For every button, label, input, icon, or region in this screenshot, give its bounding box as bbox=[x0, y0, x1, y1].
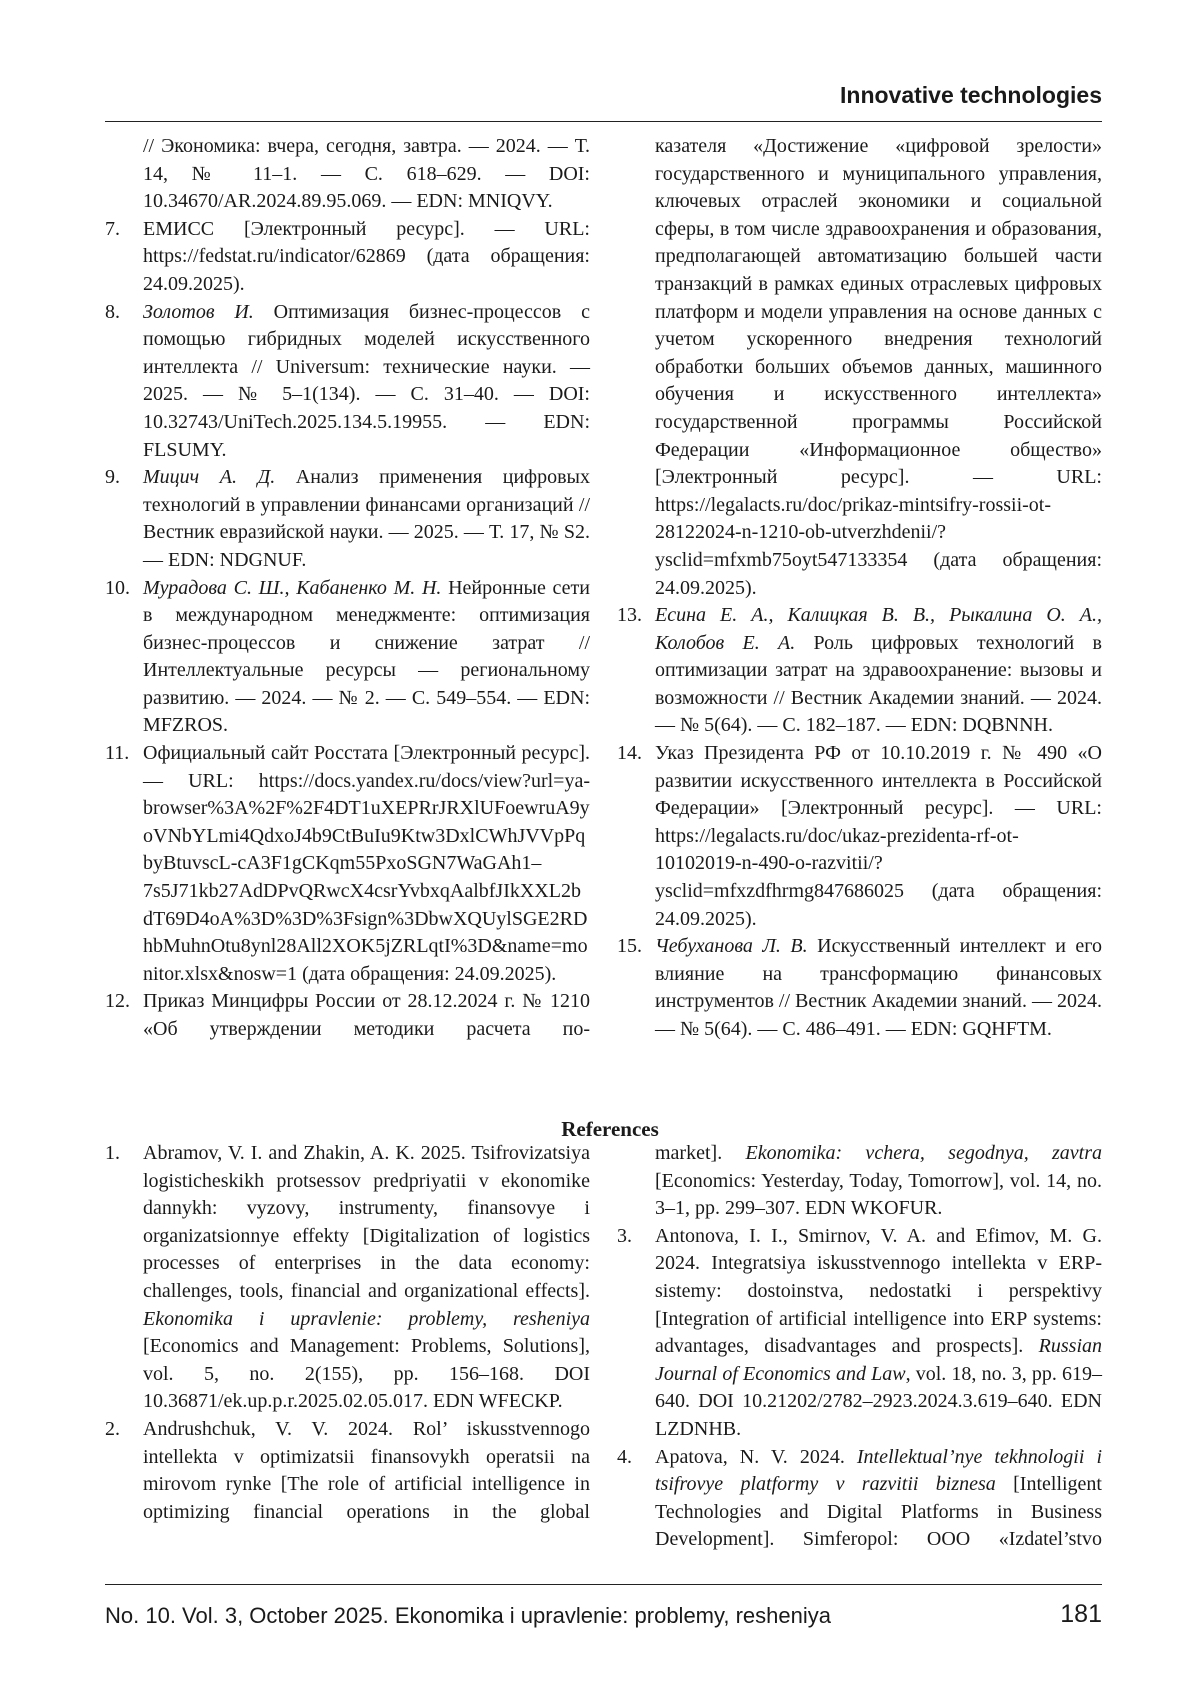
reference-item-13: 13. Есина Е. А., Калицкая В. В., Рыкалина О. А., Колобов Е. А. Роль цифровых технологий в оптимизации затрат на здравоохранение: вызовы и возможности // Вестник Академии знаний. — 2024. — № 5(64). — С. 182–187. — EDN: DQBNNH. bbox=[617, 604, 1102, 737]
reference-authors: Мурадова С. Ш., Кабаненко М. Н. bbox=[143, 576, 442, 599]
footer-rule bbox=[105, 1584, 1102, 1585]
english-reference-3: 3. Antonova, I. I., Smirnov, V. A. and Efimov, M. G. 2024. Integratsiya iskusstvennogo intellekta v ERP-sistemy: dostoinstva, nedostatki i perspektivy [Integration of artificial intelligence into ERP systems: advantages, disadvantages and prospects]. Russian Journal of Economics and Law, vol. 18, no. 3, pp. 619–640. DOI 10.21202/2782–2923.2024.3.619–640. EDN LZDNHB. bbox=[617, 1224, 1102, 1440]
references-left-column bbox=[105, 1140, 590, 1526]
english-reference-continuation: market]. Ekonomika: vchera, segodnya, zavtra [Economics: Yesterday, Today, Tomorrow], vol. 14, no. 3–1, pp. 299–307. EDN WKOFUR. bbox=[655, 1142, 1102, 1220]
header-rule bbox=[105, 121, 1102, 122]
left-column bbox=[105, 133, 590, 1044]
reference-continuation: // Экономика: вчера, сегодня, завтра. — 2024. — Т. 14, № 11–1. — С. 618–629. — DOI: 10.34670/AR.2024.89.95.069. — EDN: MNIQVY. bbox=[143, 135, 590, 213]
reference-item-11: 11. Официальный сайт Росстата [Электронный ресурс]. — URL: https://docs.yandex.ru/docs/view?url=ya-browser%3A%2F%2F4DT1uXEPRrJRXlUFoewruA9yoVNbYLmi4QdxoJ4b9CtBuIu9Ktw3DxlCWhJVVpPqbyBtuvscL-cA3F1gCKqm55PxoSGN7WaGAh1–7s5J71kb27AdDPvQRwcX4csrYvbxqAalbfJIkXXL2bdT69D4oA%3D%3D%3Fsign%3DbwXQUylSGE2RDhbMuhnOtu8ynl28All2XOK5jZRLqtI%3D&name=monitor.xlsx&nosw=1 (дата обращения: 24.09.2025). bbox=[105, 742, 590, 985]
reference-authors: Мицич А. Д. bbox=[143, 466, 276, 489]
running-header: Innovative technologies bbox=[840, 82, 1102, 108]
english-reference-2: 2. Andrushchuk, V. V. 2024. Rol’ iskusstvennogo intellekta v optimizatsii finansovykh operatsii na mirovom rynke [The role of artificial intelligence in optimizing financial operations in the global bbox=[105, 1417, 590, 1523]
reference-item-7: 7. ЕМИСС [Электронный ресурс]. — URL: https://fedstat.ru/indicator/62869 (дата обращения: 24.09.2025). bbox=[105, 217, 590, 295]
references-right-column bbox=[617, 1140, 1102, 1554]
reference-item-14: 14. Указ Президента РФ от 10.10.2019 г. № 490 «О развитии искусственного интеллекта в Российской Федерации» [Электронный ресурс]. — URL: https://legalacts.ru/doc/ukaz-prezidenta-rf-ot-10102019-n-490-o-razvitii/?ysclid=mfxzdfhrmg847686025 (дата обращения: 24.09.2025). bbox=[617, 742, 1102, 930]
references-heading: References bbox=[561, 1117, 659, 1141]
reference-item-10: 10. Мурадова С. Ш., Кабаненко М. Н. Нейронные сети в международном менеджменте: оптимизация бизнес-процессов и снижение затрат // Интеллектуальные ресурсы — региональному развитию. — 2024. — № 2. — С. 549–554. — EDN: MFZROS. bbox=[105, 576, 590, 737]
reference-item-9: 9. Мицич А. Д. Анализ применения цифровых технологий в управлении финансами организаций // Вестник евразийской науки. — 2025. — Т. 17, № S2. — EDN: NDGNUF. bbox=[105, 466, 590, 571]
page-number: 181 bbox=[1060, 1600, 1102, 1628]
reference-item-15: 15. Чебуханова Л. В. Искусственный интеллект и его влияние на трансформацию финансовых инструментов // Вестник Академии знаний. — 2024. — № 5(64). — С. 486–491. — EDN: GQHFTM. bbox=[617, 935, 1102, 1040]
english-reference-4: 4. Apatova, N. V. 2024. Intellektual’nye tekhnologii i tsifrovye platformy v razvitii biznesa [Intelligent Technologies and Digital Platforms in Business Development]. Simferopol: OOO «Izdatel’stvo bbox=[617, 1445, 1103, 1551]
journal-footer: No. 10. Vol. 3, October 2025. Ekonomika i upravlenie: problemy, resheniya bbox=[105, 1603, 831, 1628]
reference-authors: Чебуханова Л. В. bbox=[655, 935, 808, 958]
reference-continuation: казателя «Достижение «цифровой зрелости» государственного и муниципального управления, ключевых отраслей экономики и социальной сферы, в том числе здравоохранения и образования, предполагающей автоматизацию большей части транзакций в рамках единых отраслевых цифровых платформ и модели управления на основе данных с учетом ускоренного внедрения технологий обработки больших объемов данных, машинного обучения и искусственного интеллекта» государственной программы Российской Федерации «Информационное общество» [Электронный ресурс]. — URL: https://legalacts.ru/doc/prikaz-mintsifry-rossii-ot-28122024-n-1210-ob-utverzhdenii/?ysclid=mfxmb75oyt547133354 (дата обращения: 24.09.2025). bbox=[655, 135, 1102, 599]
reference-item-8: 8. Золотов И. Оптимизация бизнес-процессов с помощью гибридных моделей искусственного интеллекта // Universum: технические науки. — 2025. — № 5–1(134). — С. 31–40. — DOI: 10.32743/UniTech.2025.134.5.19955. — EDN: FLSUMY. bbox=[105, 300, 590, 461]
reference-item-12: 12. Приказ Минцифры России от 28.12.2024 г. № 1210 «Об утверждении методики расчета по- bbox=[105, 990, 590, 1040]
right-column bbox=[617, 133, 1102, 1044]
reference-authors: Есина Е. А., Калицкая В. В., Рыкалина О. А., Колобов Е. А. bbox=[655, 604, 1102, 654]
english-reference-1: 1. Abramov, V. I. and Zhakin, A. K. 2025. Tsifrovizatsiya logisticheskikh protsessov predpriyatii v ekonomike dannykh: vyzovy, instrumenty, finansovye i organizatsionnye effekty [Digitalization of logistics processes of enterprises in the data economy: challenges, tools, financial and organizational effects]. Ekonomika i upravlenie: problemy, resheniya [Economics and Management: Problems, Solutions], vol. 5, no. 2(155), pp. 156–168. DOI 10.36871/ek.up.p.r.2025.02.05.017. EDN WFECKP. bbox=[105, 1142, 590, 1413]
reference-authors: Золотов И. bbox=[143, 300, 254, 323]
